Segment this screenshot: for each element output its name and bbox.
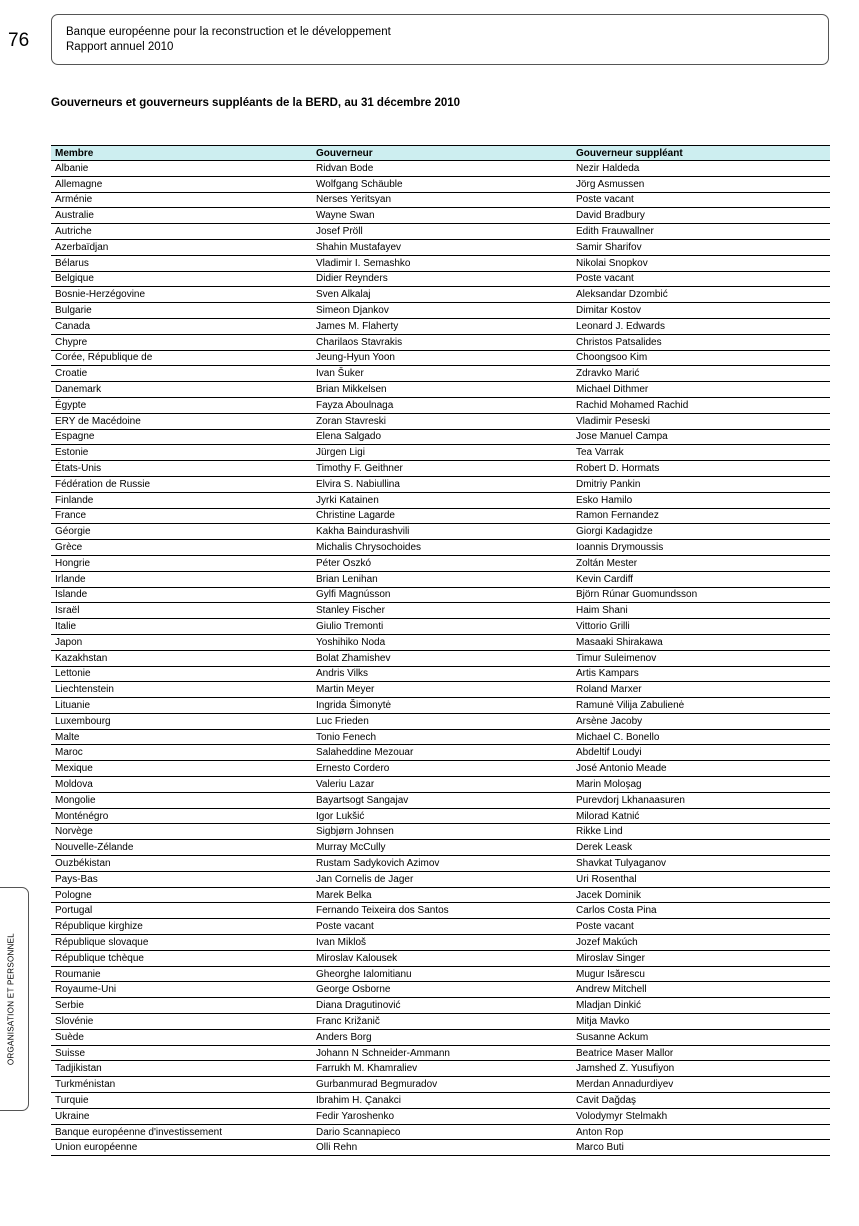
- cell-alternate: Masaaki Shirakawa: [572, 634, 830, 650]
- cell-member: Australie: [51, 208, 312, 224]
- table-row: [51, 192, 830, 208]
- cell-governor: Michalis Chrysochoides: [312, 540, 572, 556]
- table-row: [51, 429, 830, 445]
- cell-governor: Fedir Yaroshenko: [312, 1108, 572, 1124]
- table-row: [51, 713, 830, 729]
- cell-governor: Brian Mikkelsen: [312, 382, 572, 398]
- table-row: [51, 287, 830, 303]
- cell-member: Union européenne: [51, 1140, 312, 1156]
- cell-governor: Diana Dragutinović: [312, 998, 572, 1014]
- table-row: [51, 919, 830, 935]
- cell-member: Malte: [51, 729, 312, 745]
- governors-table: [51, 145, 830, 1156]
- cell-alternate: Mladjan Dinkić: [572, 998, 830, 1014]
- cell-alternate: Robert D. Hormats: [572, 461, 830, 477]
- cell-governor: Ivan Mikloš: [312, 935, 572, 951]
- cell-governor: Miroslav Kalousek: [312, 950, 572, 966]
- table-row: [51, 224, 830, 240]
- cell-member: Bulgarie: [51, 303, 312, 319]
- cell-alternate: Vittorio Grilli: [572, 619, 830, 635]
- cell-alternate: Beatrice Maser Mallor: [572, 1045, 830, 1061]
- cell-alternate: Rachid Mohamed Rachid: [572, 397, 830, 413]
- cell-governor: Murray McCully: [312, 840, 572, 856]
- cell-alternate: Volodymyr Stelmakh: [572, 1108, 830, 1124]
- cell-member: Suisse: [51, 1045, 312, 1061]
- cell-governor: Poste vacant: [312, 919, 572, 935]
- cell-member: ERY de Macédoine: [51, 413, 312, 429]
- table-row: [51, 1140, 830, 1156]
- cell-member: Arménie: [51, 192, 312, 208]
- cell-alternate: Poste vacant: [572, 192, 830, 208]
- table-row: [51, 729, 830, 745]
- page-number: 76: [8, 30, 30, 51]
- table-header-row: [51, 146, 830, 161]
- cell-governor: George Osborne: [312, 982, 572, 998]
- table-row: [51, 334, 830, 350]
- cell-member: États-Unis: [51, 461, 312, 477]
- cell-governor: Elvira S. Nabiullina: [312, 476, 572, 492]
- table-row: [51, 366, 830, 382]
- table-row: [51, 492, 830, 508]
- table-row: [51, 350, 830, 366]
- table-row: [51, 666, 830, 682]
- cell-alternate: Björn Rúnar Guomundsson: [572, 587, 830, 603]
- cell-member: Slovénie: [51, 1014, 312, 1030]
- cell-member: Bélarus: [51, 255, 312, 271]
- cell-member: Belgique: [51, 271, 312, 287]
- cell-member: Fédération de Russie: [51, 476, 312, 492]
- cell-governor: Josef Pröll: [312, 224, 572, 240]
- table-row: [51, 1045, 830, 1061]
- table-row: [51, 1061, 830, 1077]
- cell-governor: Salaheddine Mezouar: [312, 745, 572, 761]
- cell-member: Irlande: [51, 571, 312, 587]
- cell-alternate: Dmitriy Pankin: [572, 476, 830, 492]
- cell-member: Israël: [51, 603, 312, 619]
- cell-governor: Brian Lenihan: [312, 571, 572, 587]
- cell-member: Royaume-Uni: [51, 982, 312, 998]
- table-row: [51, 808, 830, 824]
- cell-governor: Didier Reynders: [312, 271, 572, 287]
- cell-alternate: Carlos Costa Pina: [572, 903, 830, 919]
- table-row: [51, 619, 830, 635]
- table-row: [51, 540, 830, 556]
- table-row: [51, 382, 830, 398]
- cell-member: Banque européenne d'investissement: [51, 1124, 312, 1140]
- cell-member: Nouvelle-Zélande: [51, 840, 312, 856]
- table-row: [51, 1077, 830, 1093]
- cell-alternate: Roland Marxer: [572, 682, 830, 698]
- cell-governor: Nerses Yeritsyan: [312, 192, 572, 208]
- cell-member: Lettonie: [51, 666, 312, 682]
- table-row: [51, 650, 830, 666]
- cell-member: République kirghize: [51, 919, 312, 935]
- section-tab: [0, 887, 29, 1111]
- cell-member: Italie: [51, 619, 312, 635]
- cell-alternate: Dimitar Kostov: [572, 303, 830, 319]
- cell-member: Suède: [51, 1029, 312, 1045]
- cell-member: Mongolie: [51, 792, 312, 808]
- cell-alternate: Michael C. Bonello: [572, 729, 830, 745]
- cell-alternate: Jacek Dominik: [572, 887, 830, 903]
- cell-governor: Jeung-Hyun Yoon: [312, 350, 572, 366]
- cell-governor: Jan Cornelis de Jager: [312, 871, 572, 887]
- col-header-member: Membre: [51, 146, 312, 161]
- cell-member: Égypte: [51, 397, 312, 413]
- cell-member: Albanie: [51, 161, 312, 177]
- cell-alternate: Jozef Makúch: [572, 935, 830, 951]
- cell-governor: Jyrki Katainen: [312, 492, 572, 508]
- table-row: [51, 634, 830, 650]
- cell-alternate: Jose Manuel Campa: [572, 429, 830, 445]
- cell-governor: Elena Salgado: [312, 429, 572, 445]
- cell-member: Bosnie-Herzégovine: [51, 287, 312, 303]
- cell-governor: Johann N Schneider-Ammann: [312, 1045, 572, 1061]
- table-row: [51, 777, 830, 793]
- cell-governor: Valeriu Lazar: [312, 777, 572, 793]
- cell-governor: Franc Križanič: [312, 1014, 572, 1030]
- cell-governor: Gylfi Magnússon: [312, 587, 572, 603]
- table-row: [51, 555, 830, 571]
- cell-alternate: Anton Rop: [572, 1124, 830, 1140]
- cell-alternate: Purevdorj Lkhanaasuren: [572, 792, 830, 808]
- cell-alternate: Aleksandar Dzombić: [572, 287, 830, 303]
- cell-governor: Tonio Fenech: [312, 729, 572, 745]
- header-report: Rapport annuel 2010: [66, 41, 174, 53]
- cell-governor: Gheorghe Ialomitianu: [312, 966, 572, 982]
- cell-member: Norvège: [51, 824, 312, 840]
- cell-governor: Bolat Zhamishev: [312, 650, 572, 666]
- cell-governor: Gurbanmurad Begmuradov: [312, 1077, 572, 1093]
- table-row: [51, 176, 830, 192]
- cell-member: Canada: [51, 318, 312, 334]
- table-row: [51, 792, 830, 808]
- cell-member: Serbie: [51, 998, 312, 1014]
- table-row: [51, 1124, 830, 1140]
- cell-governor: Andris Vilks: [312, 666, 572, 682]
- cell-alternate: Marin Moloşag: [572, 777, 830, 793]
- cell-alternate: Cavit Dağdaş: [572, 1093, 830, 1109]
- cell-governor: Péter Oszkó: [312, 555, 572, 571]
- cell-alternate: Vladimir Peseski: [572, 413, 830, 429]
- cell-alternate: Poste vacant: [572, 271, 830, 287]
- cell-governor: Ridvan Bode: [312, 161, 572, 177]
- cell-alternate: Milorad Katnić: [572, 808, 830, 824]
- cell-governor: Giulio Tremonti: [312, 619, 572, 635]
- cell-governor: Kakha Baindurashvili: [312, 524, 572, 540]
- cell-alternate: Mugur Isărescu: [572, 966, 830, 982]
- cell-alternate: Ramon Fernandez: [572, 508, 830, 524]
- table-row: [51, 271, 830, 287]
- cell-member: Monténégro: [51, 808, 312, 824]
- cell-member: Finlande: [51, 492, 312, 508]
- cell-member: Maroc: [51, 745, 312, 761]
- cell-member: Japon: [51, 634, 312, 650]
- table-row: [51, 524, 830, 540]
- cell-alternate: Artis Kampars: [572, 666, 830, 682]
- cell-member: Croatie: [51, 366, 312, 382]
- cell-governor: Marek Belka: [312, 887, 572, 903]
- cell-governor: Sigbjørn Johnsen: [312, 824, 572, 840]
- cell-alternate: Mitja Mavko: [572, 1014, 830, 1030]
- cell-alternate: Poste vacant: [572, 919, 830, 935]
- table-row: [51, 508, 830, 524]
- cell-governor: Sven Alkalaj: [312, 287, 572, 303]
- cell-governor: Olli Rehn: [312, 1140, 572, 1156]
- table-row: [51, 1108, 830, 1124]
- cell-alternate: Ioannis Drymoussis: [572, 540, 830, 556]
- cell-alternate: Nikolai Snopkov: [572, 255, 830, 271]
- table-row: [51, 587, 830, 603]
- cell-alternate: Arsène Jacoby: [572, 713, 830, 729]
- table-row: [51, 998, 830, 1014]
- cell-governor: Farrukh M. Khamraliev: [312, 1061, 572, 1077]
- cell-member: Chypre: [51, 334, 312, 350]
- cell-member: Luxembourg: [51, 713, 312, 729]
- cell-governor: Wolfgang Schäuble: [312, 176, 572, 192]
- table-row: [51, 461, 830, 477]
- cell-member: Grèce: [51, 540, 312, 556]
- header-org: Banque européenne pour la reconstruction et le développement: [66, 26, 391, 38]
- cell-governor: James M. Flaherty: [312, 318, 572, 334]
- running-header: [51, 14, 829, 65]
- cell-alternate: Leonard J. Edwards: [572, 318, 830, 334]
- table-row: [51, 1029, 830, 1045]
- cell-member: Estonie: [51, 445, 312, 461]
- cell-governor: Stanley Fischer: [312, 603, 572, 619]
- cell-governor: Anders Borg: [312, 1029, 572, 1045]
- cell-alternate: Giorgi Kadagidze: [572, 524, 830, 540]
- cell-alternate: David Bradbury: [572, 208, 830, 224]
- table-row: [51, 571, 830, 587]
- cell-alternate: Miroslav Singer: [572, 950, 830, 966]
- table-row: [51, 161, 830, 177]
- cell-governor: Igor Lukšić: [312, 808, 572, 824]
- cell-governor: Ivan Šuker: [312, 366, 572, 382]
- cell-governor: Martin Meyer: [312, 682, 572, 698]
- table-row: [51, 982, 830, 998]
- cell-governor: Bayartsogt Sangajav: [312, 792, 572, 808]
- cell-governor: Fayza Aboulnaga: [312, 397, 572, 413]
- cell-alternate: Zoltán Mester: [572, 555, 830, 571]
- cell-governor: Ibrahim H. Çanakci: [312, 1093, 572, 1109]
- table-row: [51, 445, 830, 461]
- table-row: [51, 682, 830, 698]
- table-row: [51, 698, 830, 714]
- cell-governor: Fernando Teixeira dos Santos: [312, 903, 572, 919]
- cell-member: Turkménistan: [51, 1077, 312, 1093]
- cell-governor: Luc Frieden: [312, 713, 572, 729]
- col-header-alternate: Gouverneur suppléant: [572, 146, 830, 161]
- cell-member: Ukraine: [51, 1108, 312, 1124]
- cell-alternate: Zdravko Marić: [572, 366, 830, 382]
- table-row: [51, 413, 830, 429]
- cell-alternate: Esko Hamilo: [572, 492, 830, 508]
- table-row: [51, 239, 830, 255]
- table-row: [51, 761, 830, 777]
- table-row: [51, 397, 830, 413]
- cell-alternate: Samir Sharifov: [572, 239, 830, 255]
- table-row: [51, 950, 830, 966]
- cell-governor: Charilaos Stavrakis: [312, 334, 572, 350]
- cell-governor: Shahin Mustafayev: [312, 239, 572, 255]
- cell-alternate: Merdan Annadurdiyev: [572, 1077, 830, 1093]
- cell-alternate: Uri Rosenthal: [572, 871, 830, 887]
- cell-governor: Timothy F. Geithner: [312, 461, 572, 477]
- cell-member: Tadjikistan: [51, 1061, 312, 1077]
- table-row: [51, 840, 830, 856]
- table-title: Gouverneurs et gouverneurs suppléants de la BERD, au 31 décembre 2010: [51, 97, 461, 109]
- cell-member: Mexique: [51, 761, 312, 777]
- cell-member: République tchèque: [51, 950, 312, 966]
- cell-alternate: Shavkat Tulyaganov: [572, 856, 830, 872]
- cell-alternate: Timur Suleimenov: [572, 650, 830, 666]
- table-row: [51, 255, 830, 271]
- cell-alternate: Kevin Cardiff: [572, 571, 830, 587]
- cell-member: Pologne: [51, 887, 312, 903]
- table-row: [51, 871, 830, 887]
- table-row: [51, 745, 830, 761]
- cell-alternate: Jamshed Z. Yusufiyon: [572, 1061, 830, 1077]
- table-row: [51, 887, 830, 903]
- cell-governor: Yoshihiko Noda: [312, 634, 572, 650]
- cell-member: Hongrie: [51, 555, 312, 571]
- table-row: [51, 1014, 830, 1030]
- cell-member: Corée, République de: [51, 350, 312, 366]
- cell-alternate: José Antonio Meade: [572, 761, 830, 777]
- cell-governor: Dario Scannapieco: [312, 1124, 572, 1140]
- table-row: [51, 1093, 830, 1109]
- cell-governor: Rustam Sadykovich Azimov: [312, 856, 572, 872]
- cell-member: Portugal: [51, 903, 312, 919]
- cell-member: Turquie: [51, 1093, 312, 1109]
- cell-member: Autriche: [51, 224, 312, 240]
- cell-alternate: Derek Leask: [572, 840, 830, 856]
- cell-governor: Ernesto Cordero: [312, 761, 572, 777]
- cell-alternate: Nezir Haldeda: [572, 161, 830, 177]
- table-row: [51, 966, 830, 982]
- cell-alternate: Haim Shani: [572, 603, 830, 619]
- cell-member: Moldova: [51, 777, 312, 793]
- section-tab-label: ORGANISATION ET PERSONNEL: [6, 932, 15, 1066]
- cell-member: Géorgie: [51, 524, 312, 540]
- cell-member: France: [51, 508, 312, 524]
- cell-governor: Ingrida Šimonytė: [312, 698, 572, 714]
- cell-member: Espagne: [51, 429, 312, 445]
- cell-member: Allemagne: [51, 176, 312, 192]
- cell-alternate: Marco Buti: [572, 1140, 830, 1156]
- cell-member: Pays-Bas: [51, 871, 312, 887]
- cell-alternate: Tea Varrak: [572, 445, 830, 461]
- cell-governor: Jürgen Ligi: [312, 445, 572, 461]
- table-row: [51, 935, 830, 951]
- table-row: [51, 318, 830, 334]
- cell-member: Lituanie: [51, 698, 312, 714]
- cell-member: Islande: [51, 587, 312, 603]
- cell-member: République slovaque: [51, 935, 312, 951]
- cell-alternate: Rikke Lind: [572, 824, 830, 840]
- cell-member: Danemark: [51, 382, 312, 398]
- cell-governor: Wayne Swan: [312, 208, 572, 224]
- cell-member: Ouzbékistan: [51, 856, 312, 872]
- table-row: [51, 476, 830, 492]
- cell-alternate: Andrew Mitchell: [572, 982, 830, 998]
- cell-member: Liechtenstein: [51, 682, 312, 698]
- table-row: [51, 603, 830, 619]
- cell-governor: Simeon Djankov: [312, 303, 572, 319]
- table-row: [51, 856, 830, 872]
- cell-member: Kazakhstan: [51, 650, 312, 666]
- table-row: [51, 303, 830, 319]
- cell-alternate: Edith Frauwallner: [572, 224, 830, 240]
- cell-member: Azerbaïdjan: [51, 239, 312, 255]
- cell-governor: Vladimir I. Semashko: [312, 255, 572, 271]
- cell-alternate: Michael Dithmer: [572, 382, 830, 398]
- table-row: [51, 903, 830, 919]
- table-row: [51, 208, 830, 224]
- cell-alternate: Jörg Asmussen: [572, 176, 830, 192]
- cell-member: Roumanie: [51, 966, 312, 982]
- cell-alternate: Susanne Ackum: [572, 1029, 830, 1045]
- cell-alternate: Christos Patsalides: [572, 334, 830, 350]
- cell-alternate: Choongsoo Kim: [572, 350, 830, 366]
- cell-alternate: Ramunė Vilija Zabulienė: [572, 698, 830, 714]
- cell-alternate: Abdeltif Loudyi: [572, 745, 830, 761]
- table-row: [51, 824, 830, 840]
- col-header-governor: Gouverneur: [312, 146, 572, 161]
- cell-governor: Zoran Stavreski: [312, 413, 572, 429]
- cell-governor: Christine Lagarde: [312, 508, 572, 524]
